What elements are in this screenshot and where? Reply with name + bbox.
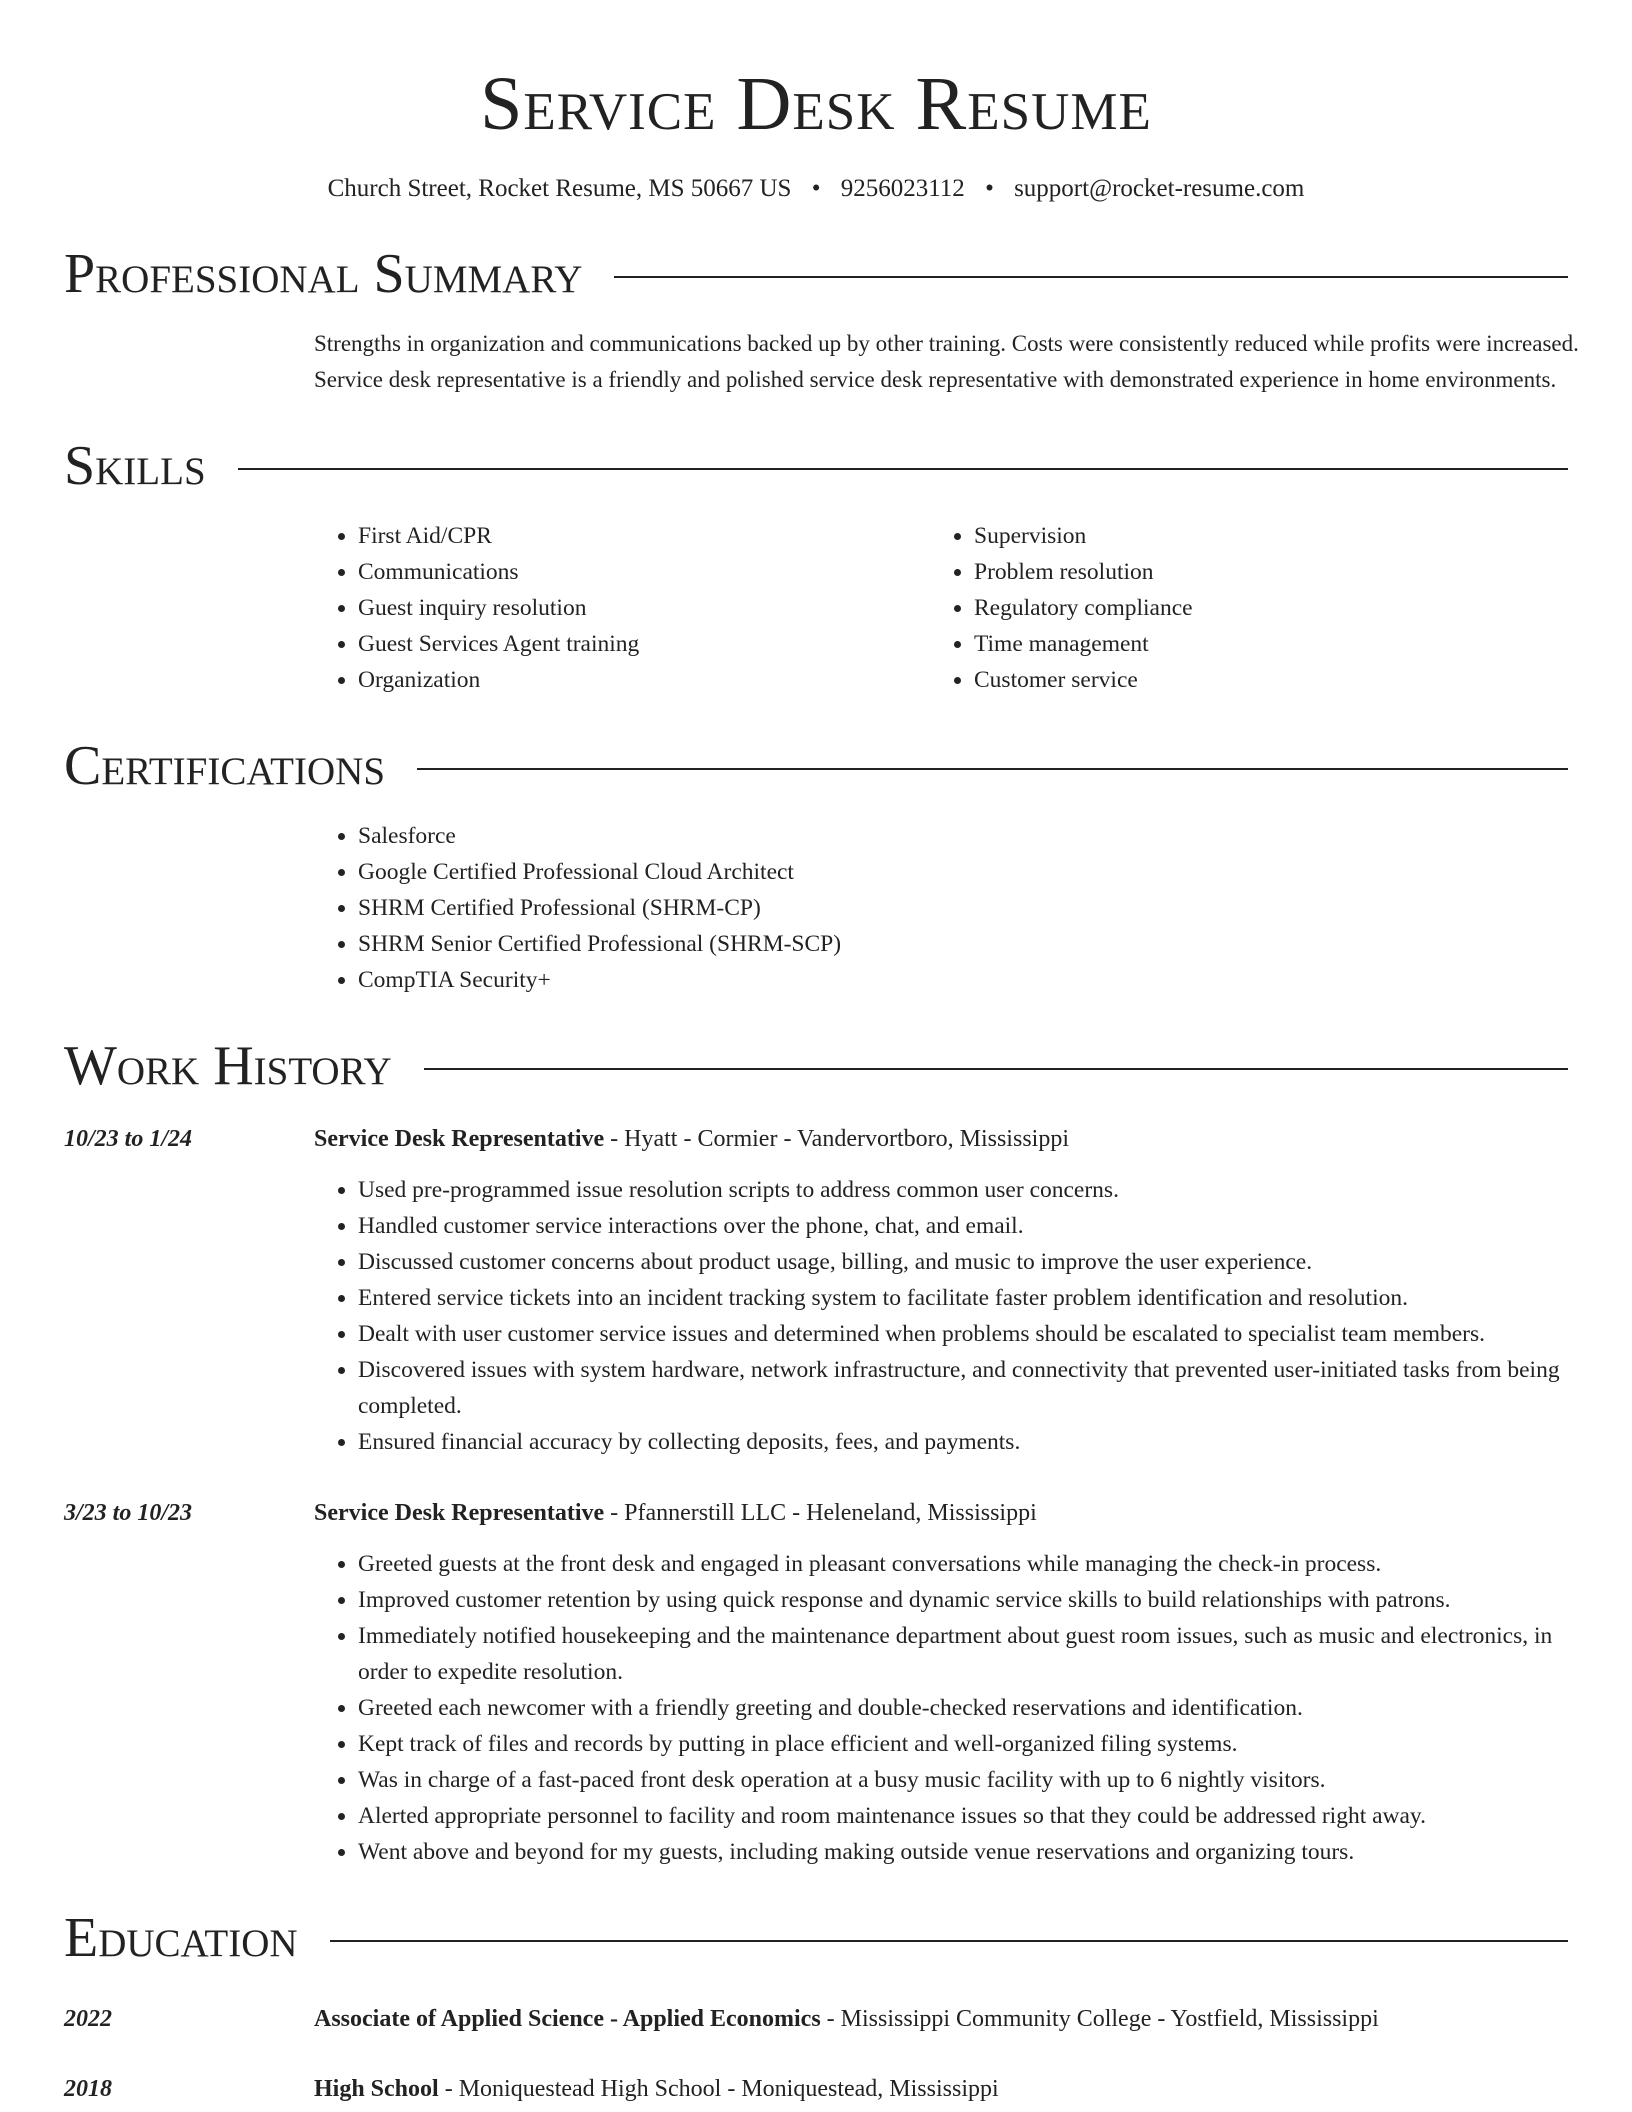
certification-item: • SHRM Certified Professional (SHRM-CP): [358, 890, 1568, 926]
job-duty-item: • Discovered issues with system hardware, network infrastructure, and connectivity that prevented user-initiated tasks from being completed.: [358, 1352, 1568, 1424]
skills-column-left: [314, 518, 930, 698]
job-dates: 10/23 to 1/24: [64, 1126, 193, 1152]
skill-item: • Problem resolution: [974, 554, 1546, 590]
education-heading: Education: [64, 1907, 298, 1969]
section-divider: [614, 276, 1568, 278]
certifications-list: [314, 818, 1568, 998]
skill-item: • Time management: [974, 626, 1546, 662]
education-school: - Mississippi Community College - Yostfield, Mississippi: [820, 2006, 1379, 2032]
work-history-heading: Work History: [64, 1035, 392, 1097]
job-duty-item: • Immediately notified housekeeping and the maintenance department about guest room issues, such as music and electronics, in order to expedite resolution.: [358, 1618, 1568, 1690]
education-entry: [64, 2002, 1568, 2036]
summary-heading: Professional Summary: [64, 243, 583, 305]
job-duty-item: • Greeted guests at the front desk and engaged in pleasant conversations while managing the check-in process.: [358, 1546, 1568, 1582]
skill-item: • Organization: [358, 662, 930, 698]
certification-item: • Google Certified Professional Cloud Architect: [358, 854, 1568, 890]
certification-item: • Salesforce: [358, 818, 1568, 854]
certifications-heading: Certifications: [64, 735, 386, 797]
job-title: Service Desk Representative: [314, 1500, 605, 1526]
summary-text: Strengths in organization and communications backed up by other training. Costs were consistently reduced while profits were increased. Service desk representative is a friendly and polished service desk representative with demonstrated experience in home environments.: [314, 331, 1579, 392]
job-duty-item: • Entered service tickets into an incident tracking system to facilitate faster problem identification and resolution.: [358, 1280, 1568, 1316]
section-divider: [424, 1068, 1568, 1070]
skill-item: • Regulatory compliance: [974, 590, 1546, 626]
education-heading-line: [314, 2072, 999, 2106]
education-year: 2022: [64, 2006, 112, 2032]
job-header: [64, 1122, 1568, 1156]
section-divider: [330, 1940, 1568, 1942]
skills-column-right: [930, 518, 1546, 698]
resume-name: Service Desk Resume: [480, 62, 1152, 146]
job-duties: [314, 1546, 1568, 1870]
job-duty-item: • Greeted each newcomer with a friendly greeting and double-checked reservations and identification.: [358, 1690, 1568, 1726]
certification-item: • SHRM Senior Certified Professional (SHRM-SCP): [358, 926, 1568, 962]
certification-item: • CompTIA Security+: [358, 962, 1568, 998]
contact-email: support@rocket-resume.com: [1014, 175, 1305, 202]
job-heading: [314, 1122, 1069, 1156]
education-degree: High School: [314, 2076, 439, 2102]
section-divider: [238, 468, 1568, 470]
work-history-section-header: [64, 1036, 1568, 1096]
skills-list: [314, 518, 1568, 698]
skill-item: • Supervision: [974, 518, 1546, 554]
job-duty-item: • Ensured financial accuracy by collecting deposits, fees, and payments.: [358, 1424, 1568, 1460]
education-section-header: [64, 1908, 1568, 1968]
job-duty-item: • Was in charge of a fast-paced front desk operation at a busy music facility with up to 6 nightly visitors.: [358, 1762, 1568, 1798]
job-duty-item: • Alerted appropriate personnel to facility and room maintenance issues so that they could be addressed right away.: [358, 1798, 1568, 1834]
contact-separator: •: [985, 175, 994, 202]
summary-section-header: [64, 244, 1568, 304]
job-title: Service Desk Representative: [314, 1126, 605, 1152]
contact-separator: •: [811, 175, 821, 202]
contact-phone: 9256023112: [840, 175, 965, 202]
job-employer: - Pfannerstill LLC - Heleneland, Mississippi: [604, 1500, 1037, 1526]
skills-heading: Skills: [64, 435, 206, 497]
job-duty-item: • Kept track of files and records by putting in place efficient and well-organized filing systems.: [358, 1726, 1568, 1762]
job-duty-item: • Dealt with user customer service issues and determined when problems should be escalated to specialist team members.: [358, 1316, 1568, 1352]
job-header: [64, 1496, 1568, 1530]
skill-item: • Guest inquiry resolution: [358, 590, 930, 626]
skill-item: • Communications: [358, 554, 930, 590]
job-entry: [64, 1496, 1568, 1870]
skill-item: • Guest Services Agent training: [358, 626, 930, 662]
section-divider: [417, 768, 1568, 770]
contact-line: [64, 172, 1568, 206]
job-duty-item: • Handled customer service interactions over the phone, chat, and email.: [358, 1208, 1568, 1244]
education-degree: Associate of Applied Science - Applied Economics: [314, 2006, 821, 2032]
certifications-section-header: [64, 736, 1568, 796]
job-employer: - Hyatt - Cormier - Vandervortboro, Mississippi: [604, 1126, 1069, 1152]
skill-item: • First Aid/CPR: [358, 518, 930, 554]
job-entry: [64, 1122, 1568, 1460]
skill-item: • Customer service: [974, 662, 1546, 698]
job-duty-item: • Went above and beyond for my guests, including making outside venue reservations and organizing tours.: [358, 1834, 1568, 1870]
job-heading: [314, 1496, 1037, 1530]
job-dates: 3/23 to 10/23: [64, 1500, 193, 1526]
education-school: - Moniquestead High School - Moniquestead, Mississippi: [438, 2076, 999, 2102]
job-duty-item: • Improved customer retention by using quick response and dynamic service skills to build relationships with patrons.: [358, 1582, 1568, 1618]
education-entry: [64, 2072, 1568, 2106]
job-duty-item: • Discussed customer concerns about product usage, billing, and music to improve the user experience.: [358, 1244, 1568, 1280]
education-year: 2018: [64, 2076, 112, 2102]
education-heading-line: [314, 2002, 1379, 2036]
job-duties: [314, 1172, 1568, 1460]
job-duty-item: • Used pre-programmed issue resolution scripts to address common user concerns.: [358, 1172, 1568, 1208]
contact-address: Church Street, Rocket Resume, MS 50667 US: [327, 175, 792, 202]
skills-section-header: [64, 436, 1568, 496]
